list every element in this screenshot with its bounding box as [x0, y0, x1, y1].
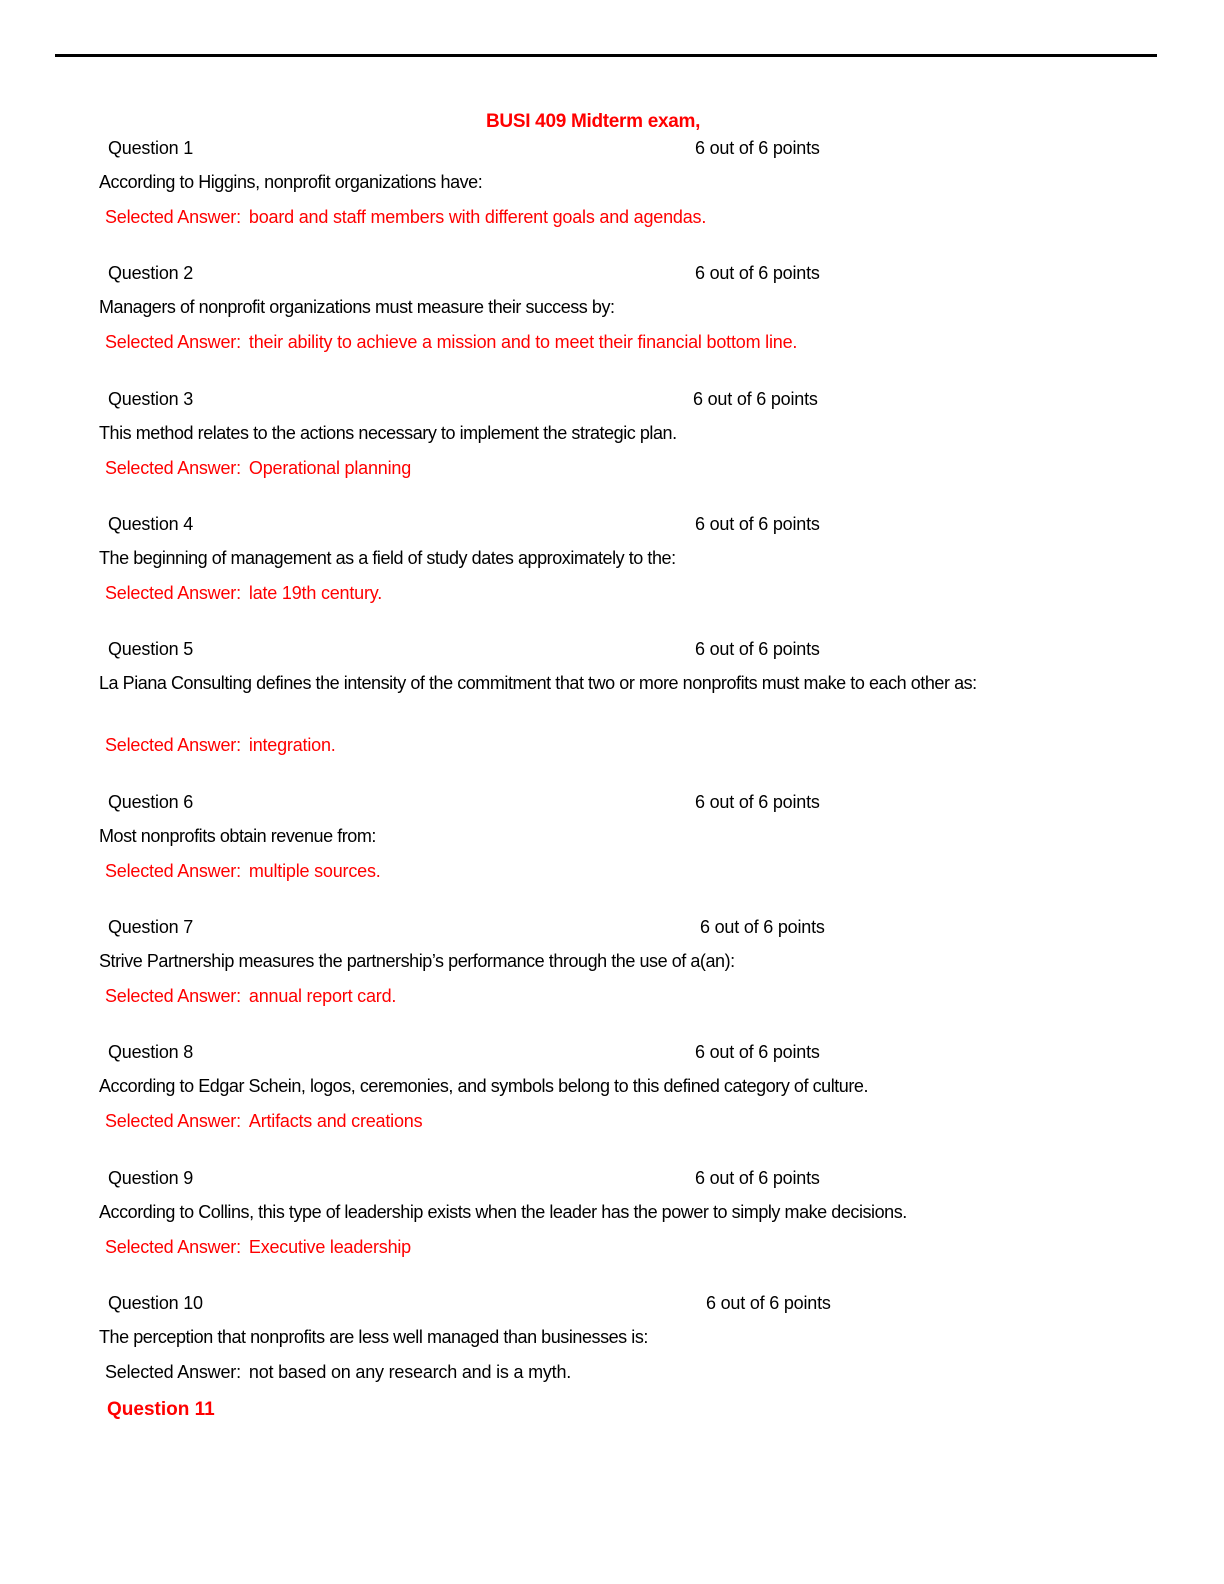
- question-text: According to Collins, this type of leadership exists when the leader has the power to simply make decisions.: [99, 1202, 907, 1222]
- question-points: 6 out of 6 points: [693, 389, 818, 409]
- question-points: 6 out of 6 points: [695, 138, 820, 158]
- question-label: Question 9: [108, 1168, 194, 1188]
- selected-answer-label: Selected Answer:: [105, 332, 241, 352]
- selected-answer-label: Selected Answer:: [105, 735, 241, 755]
- header-rule: [55, 54, 1157, 57]
- question-points: 6 out of 6 points: [695, 514, 820, 534]
- selected-answer-value: board and staff members with different goals and agendas.: [248, 207, 707, 227]
- question-text: Managers of nonprofit organizations must measure their success by:: [99, 297, 615, 317]
- question-text: The beginning of management as a field of study dates approximately to the:: [99, 548, 676, 568]
- selected-answer: [105, 1237, 411, 1258]
- question-text: Strive Partnership measures the partnership’s performance through the use of a(an):: [99, 951, 735, 971]
- question-points: 6 out of 6 points: [695, 263, 820, 283]
- selected-answer-value: Executive leadership: [248, 1237, 411, 1257]
- selected-answer: [105, 332, 797, 353]
- question-points: 6 out of 6 points: [695, 639, 820, 659]
- selected-answer: [105, 861, 381, 882]
- selected-answer-value: not based on any research and is a myth.: [248, 1362, 572, 1382]
- question-text: La Piana Consulting defines the intensity of the commitment that two or more nonprofits must make to each other as:: [99, 673, 977, 693]
- question-text: Most nonprofits obtain revenue from:: [99, 826, 376, 846]
- selected-answer-label: Selected Answer:: [105, 458, 241, 478]
- selected-answer: [105, 458, 411, 479]
- selected-answer-value: Artifacts and creations: [248, 1111, 423, 1131]
- document-title: BUSI 409 Midterm exam,: [486, 111, 701, 132]
- selected-answer-value: integration.: [248, 735, 336, 755]
- selected-answer-label: Selected Answer:: [105, 1237, 241, 1257]
- selected-answer-value: their ability to achieve a mission and to meet their financial bottom line.: [248, 332, 798, 352]
- selected-answer-value: late 19th century.: [248, 583, 383, 603]
- question-label: Question 10: [108, 1293, 203, 1313]
- selected-answer-label: Selected Answer:: [105, 1362, 241, 1382]
- selected-answer-label: Selected Answer:: [105, 1111, 241, 1131]
- selected-answer: [105, 986, 396, 1007]
- question-label: Question 2: [108, 263, 194, 283]
- question-label: Question 6: [108, 792, 194, 812]
- selected-answer-label: Selected Answer:: [105, 207, 241, 227]
- question-points: 6 out of 6 points: [695, 1168, 820, 1188]
- question-label: Question 3: [108, 389, 194, 409]
- question-label: Question 4: [108, 514, 194, 534]
- selected-answer-value: Operational planning: [248, 458, 412, 478]
- question-points: 6 out of 6 points: [706, 1293, 831, 1313]
- selected-answer-label: Selected Answer:: [105, 861, 241, 881]
- selected-answer-label: Selected Answer:: [105, 583, 241, 603]
- selected-answer: [105, 1111, 422, 1132]
- question-label: Question 1: [108, 138, 194, 158]
- question-text: The perception that nonprofits are less well managed than businesses is:: [99, 1327, 648, 1347]
- selected-answer-value: multiple sources.: [248, 861, 381, 881]
- selected-answer: [105, 207, 706, 228]
- question-11-heading: Question 11: [107, 1399, 215, 1420]
- selected-answer: [105, 735, 336, 756]
- question-label: Question 8: [108, 1042, 194, 1062]
- question-text: According to Edgar Schein, logos, ceremonies, and symbols belong to this defined category of culture.: [99, 1076, 869, 1096]
- selected-answer-label: Selected Answer:: [105, 986, 241, 1006]
- question-points: 6 out of 6 points: [695, 792, 820, 812]
- selected-answer: [105, 583, 382, 604]
- question-points: 6 out of 6 points: [695, 1042, 820, 1062]
- question-points: 6 out of 6 points: [700, 917, 825, 937]
- question-text: This method relates to the actions necessary to implement the strategic plan.: [99, 423, 677, 443]
- question-label: Question 7: [108, 917, 194, 937]
- selected-answer-value: annual report card.: [248, 986, 397, 1006]
- question-text: According to Higgins, nonprofit organizations have:: [99, 172, 483, 192]
- question-label: Question 5: [108, 639, 194, 659]
- selected-answer: [105, 1362, 571, 1383]
